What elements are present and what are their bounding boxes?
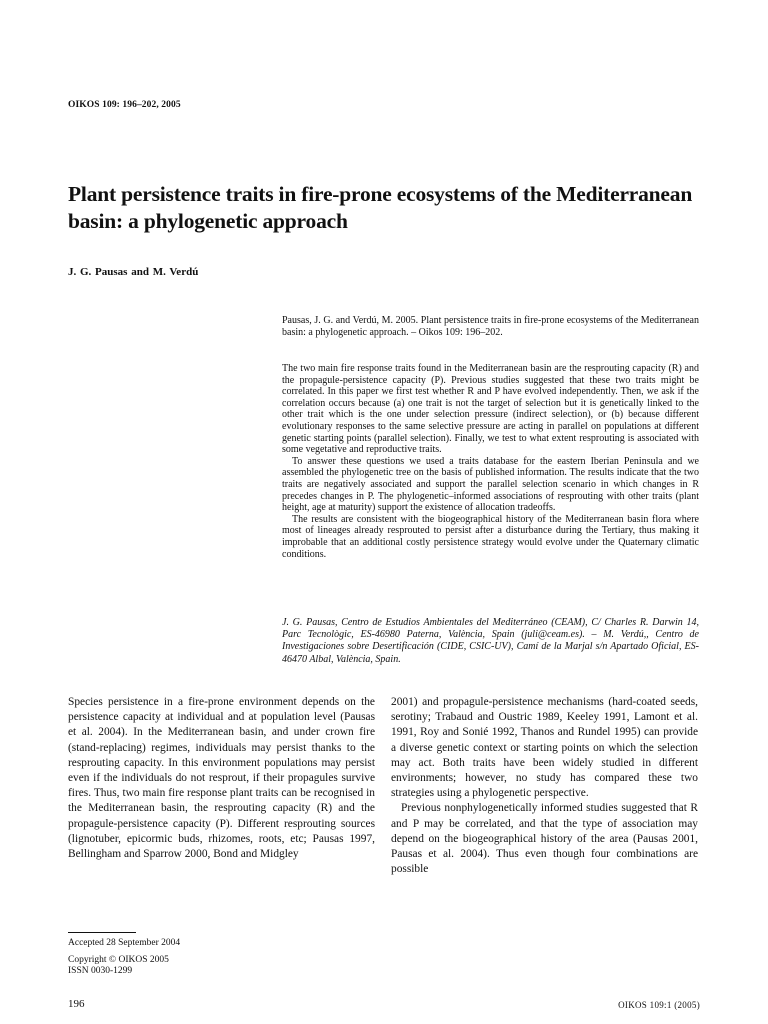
body-paragraph: 2001) and propagule-persistence mechanisms (hard-coated seeds, serotiny; Trabaud and Oustric 1989, Keeley 1991, Lamont et al. 1991, Roy and Sonié 1992, Thanos and Rundel 1995) can provide a diverse genetic context or starting points on which the selection may act. Both traits have been widely studied in different environments; however, no study has compared these two strategies using a phylogenetic perspective. — [391, 696, 698, 800]
abstract-paragraph: To answer these questions we used a traits database for the eastern Iberian Peninsula and we assembled the phylogenetic tree on the basis of published information. The results indicate that the two traits are negatively associated and support the parallel selection scenario in which changes in R precedes changes in P. The phylogenetic–informed associations of resprouting with other traits (plant height, age at maturity) support the existence of allocation tradeoffs. — [282, 455, 699, 514]
abstract-paragraph: The results are consistent with the biogeographical history of the Mediterranean basin flora where most of lineages already resprouted to persist after a disturbance during the Tertiary, thus making it improbable that an additional costly persistence strategy would evolve under the Quaternary climatic conditions. — [282, 513, 699, 560]
copyright: Copyright © OIKOS 2005 — [68, 954, 169, 965]
issn: ISSN 0030-1299 — [68, 966, 133, 977]
author-affiliations: J. G. Pausas, Centro de Estudios Ambientales del Mediterráneo (CEAM), C/ Charles R. Darwin 14, Parc Tecnològic, ES-46980 Paterna, València, Spain (juli@ceam.es). – M. Verdú,, Centro de Investigaciones sobre Desertificación (CIDE, CSIC-UV), Camí de la Marjal s/n Apartado Oficial, ES-46470 Albal, València, Spain. — [282, 617, 699, 665]
body-paragraph: Species persistence in a fire-prone environment depends on the persistence capacity at individual and at population level (Pausas et al. 2004). In the Mediterranean basin, and under crown fire (stand-replacing) regimes, individuals may persist thanks to the resprouting capacity. In this environment populations may persist even if the individuals do not resprout, if their propagules survive fires. Thus, two main fire response plant traits can be recognised in the Mediterranean basin, the resprouting capacity (R) and the propagule-persistence capacity (P). Different resprouting sources (lignotuber, epicormic buds, rhizomes, roots, etc; Pausas 1997, Bellingham and Sparrow 2000, Bond and Midgley — [68, 696, 375, 861]
body-column-left — [68, 695, 375, 862]
footnotes — [68, 938, 180, 978]
abstract — [282, 363, 699, 560]
body-column-right — [391, 695, 698, 877]
article-title: Plant persistence traits in fire-prone ecosystems of the Mediterranean basin: a phylogenetic approach — [68, 182, 693, 233]
citation: Pausas, J. G. and Verdú, M. 2005. Plant persistence traits in fire-prone ecosystems of the Mediterranean basin: a phylogenetic approach. – Oikos 109: 196–202. — [282, 315, 699, 338]
body-paragraph: Previous nonphylogenetically informed studies suggested that R and P may be correlated, and that the type of association may depend on the biogeographical history of the area (Pausas 2001, Pausas et al. 2004). Thus even though four combinations are possible — [391, 802, 698, 876]
footer-journal: OIKOS 109:1 (2005) — [618, 1000, 700, 1010]
footnote-divider — [68, 932, 136, 933]
accepted-date: Accepted 28 September 2004 — [68, 938, 181, 948]
authors: J. G. Pausas and M. Verdú — [68, 266, 199, 278]
page-number: 196 — [68, 998, 85, 1010]
journal-header: OIKOS 109: 196–202, 2005 — [68, 100, 181, 110]
abstract-paragraph: The two main fire response traits found in the Mediterranean basin are the resprouting capacity (R) and the propagule-persistence capacity (P). Previous studies suggested that these two traits might be correlated. In this paper we first test whether R and P have evolved independently. Then, we ask if the correlation occurs because (a) one trait is not the target of selection but it is genetically linked to the other trait which is the one under selection pressure (indirect selection), or (b) because different evolutionary responses to the same selective pressure are acting in parallel on populations at different genetic starting points (parallel selection). Finally, we test to what extent resprouting is associated with some vegetative and reproductive traits. — [282, 363, 699, 456]
